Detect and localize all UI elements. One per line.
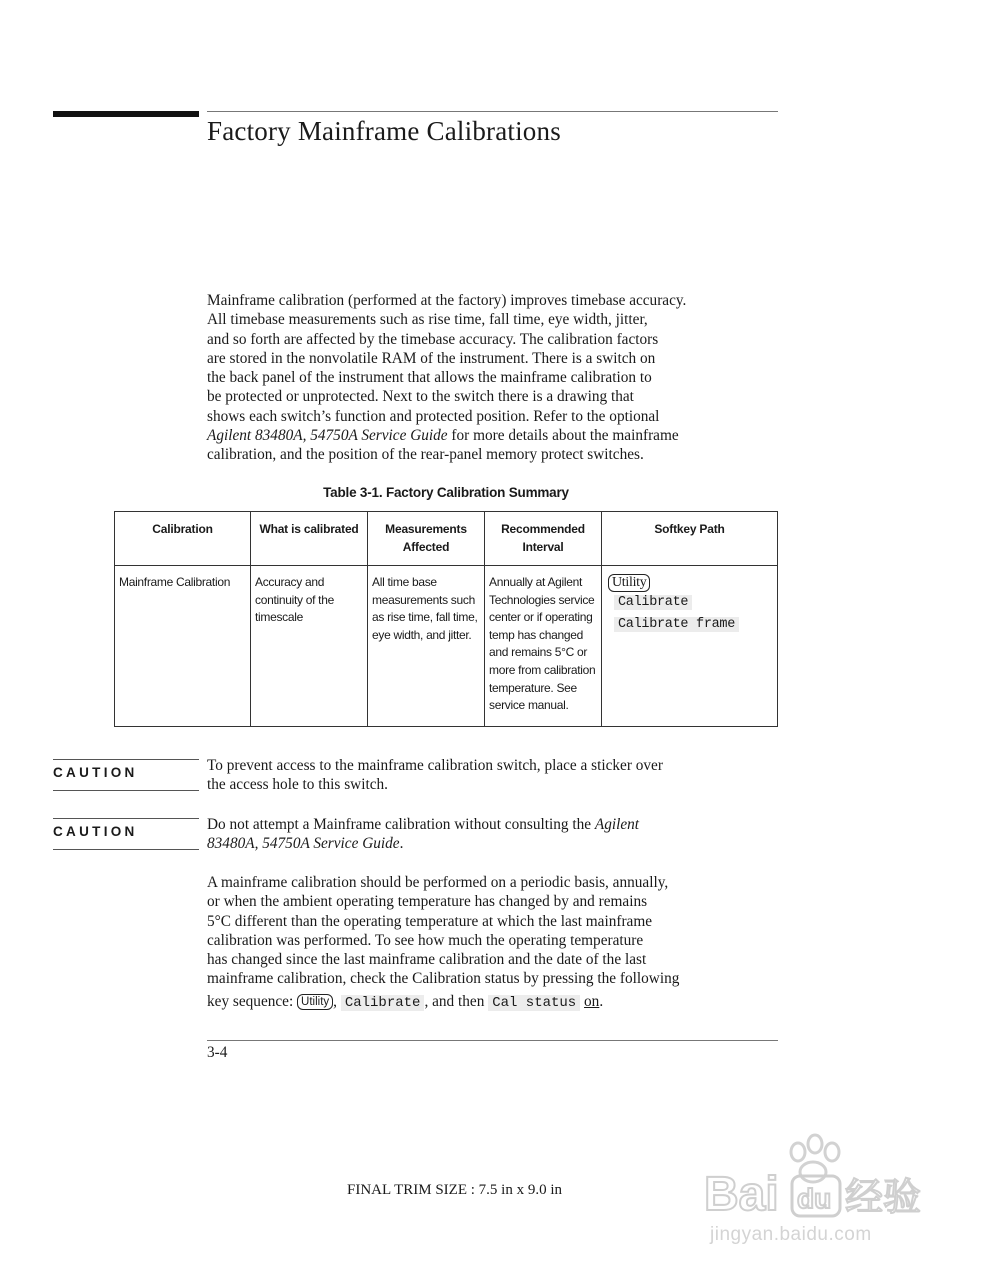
utility-key: Utility [608, 574, 650, 592]
watermark-brand: Bai [704, 1168, 779, 1221]
cell-softkey-path [602, 566, 778, 727]
watermark-brand-cn: 经验 [845, 1175, 922, 1219]
key-sequence-pre: key sequence: [207, 992, 298, 1010]
cell-line: more from calibration [489, 662, 596, 677]
cell-line: continuity of the [255, 592, 334, 607]
cell-what-is-calibrated [251, 566, 368, 727]
key-sequence-line [207, 992, 782, 1013]
caution-text [207, 815, 777, 854]
key-sequence-separator: , [333, 992, 341, 1010]
header-line: Recommended [501, 522, 585, 536]
cell-calibration: Mainframe Calibration [115, 566, 251, 727]
intro-line: All timebase measurements such as rise time, fall time, eye width, jitter, [207, 311, 648, 329]
cell-line: measurements such [372, 592, 475, 607]
final-line: or when the ambient operating temperature has changed by and remains [207, 893, 648, 911]
footer-rule [207, 1040, 778, 1041]
table-header-row [115, 512, 778, 566]
caution-text-pre: Do not attempt a Mainframe calibration without consulting the [207, 816, 595, 833]
caution-rule-top [53, 759, 199, 760]
calibrate-softkey: Calibrate [341, 995, 425, 1011]
cell-line: eye width, and jitter. [372, 627, 472, 642]
caution-rule-bottom [53, 849, 199, 850]
header-recommended-interval [485, 512, 602, 566]
cell-line: center or if operating [489, 610, 593, 625]
service-guide-reference: Agilent 83480A, 54750A Service Guide [207, 427, 448, 445]
intro-line: be protected or unprotected. Next to the switch there is a drawing that [207, 388, 634, 406]
final-line: has changed since the last mainframe calibration and the date of the last [207, 951, 647, 969]
final-line: 5°C different than the operating temperature at which the last mainframe [207, 912, 653, 930]
calibration-summary-table [114, 511, 778, 727]
intro-line: Mainframe calibration (performed at the factory) improves timebase accuracy. [207, 292, 687, 309]
watermark-url: jingyan.baidu.com [710, 1224, 872, 1245]
cell-line: and remains 5°C or [489, 645, 588, 660]
table-row [115, 566, 778, 727]
final-line: mainframe calibration, check the Calibration status by pressing the following [207, 970, 680, 988]
calibrate-frame-softkey: Calibrate frame [614, 617, 739, 632]
cell-line: service manual. [489, 698, 569, 713]
caution-line [207, 815, 777, 834]
intro-line: the back panel of the instrument that allows the mainframe calibration to [207, 369, 652, 387]
cell-line: Annually at Agilent [489, 575, 583, 589]
watermark-brand-du: du [797, 1183, 832, 1214]
service-guide-reference: Agilent [594, 816, 640, 833]
page-number: 3-4 [207, 1044, 228, 1061]
utility-key: Utility [297, 994, 333, 1010]
caution-rule-bottom [53, 790, 199, 791]
caution-rule-top [53, 818, 199, 819]
header-line: Measurements [385, 522, 467, 536]
trim-size-note: FINAL TRIM SIZE : 7.5 in x 9.0 in [346, 1182, 562, 1198]
caution-line: To prevent access to the mainframe calibration switch, place a sticker over [207, 757, 663, 774]
intro-paragraph [207, 291, 782, 465]
intro-line-with-reference [207, 426, 782, 445]
header-softkey-path: Softkey Path [602, 512, 778, 566]
softkey-line [606, 614, 773, 636]
cell-line: temperature. See [489, 680, 577, 695]
header-calibration: Calibration [115, 512, 251, 566]
cell-recommended-interval [485, 566, 602, 727]
calibrate-softkey: Calibrate [614, 595, 692, 610]
section-top-rule [207, 111, 778, 112]
cell-measurements-affected [368, 566, 485, 727]
intro-line: are stored in the nonvolatile RAM of the instrument. There is a switch on [207, 349, 656, 367]
final-paragraph [207, 873, 782, 1013]
intro-line: and so forth are affected by the timebase accuracy. The calibration factors [207, 330, 659, 348]
final-line: calibration was performed. To see how much the operating temperature [207, 931, 644, 949]
key-sequence-end: . [599, 992, 604, 1010]
cell-line: All time base [372, 575, 437, 589]
caution-label: CAUTION [53, 765, 138, 780]
key-sequence-separator: , and then [424, 992, 489, 1010]
header-measurements-affected [368, 512, 485, 566]
on-setting: on [584, 992, 600, 1010]
cell-line: timescale [255, 610, 303, 625]
table-caption: Table 3-1. Factory Calibration Summary [323, 485, 569, 500]
service-guide-reference: 83480A, 54750A Service Guide [207, 835, 400, 853]
caution-text [207, 756, 777, 795]
softkey-line [606, 592, 773, 614]
header-line: Affected [402, 540, 450, 554]
cell-line: temp has changed [489, 627, 583, 642]
caution-line [207, 834, 777, 853]
cell-line: Technologies service [489, 592, 595, 607]
header-what-is-calibrated: What is calibrated [251, 512, 368, 566]
cell-line: Accuracy and [255, 575, 325, 589]
intro-line-rest: for more details about the mainframe [447, 427, 679, 445]
page-title: Factory Mainframe Calibrations [207, 116, 561, 146]
baidu-jingyan-watermark [700, 1130, 930, 1250]
intro-line: calibration, and the position of the rear-panel memory protect switches. [207, 446, 644, 464]
caution-text-post: . [399, 835, 404, 853]
final-line: A mainframe calibration should be performed on a periodic basis, annually, [207, 874, 669, 891]
cal-status-softkey: Cal status [488, 995, 580, 1011]
section-thick-rule [53, 111, 199, 117]
caution-label: CAUTION [53, 824, 138, 839]
intro-line: shows each switch’s function and protected position. Refer to the optional [207, 407, 660, 425]
header-line: Interval [522, 540, 564, 554]
caution-line: the access hole to this switch. [207, 776, 388, 794]
cell-line: as rise time, fall time, [372, 610, 478, 625]
